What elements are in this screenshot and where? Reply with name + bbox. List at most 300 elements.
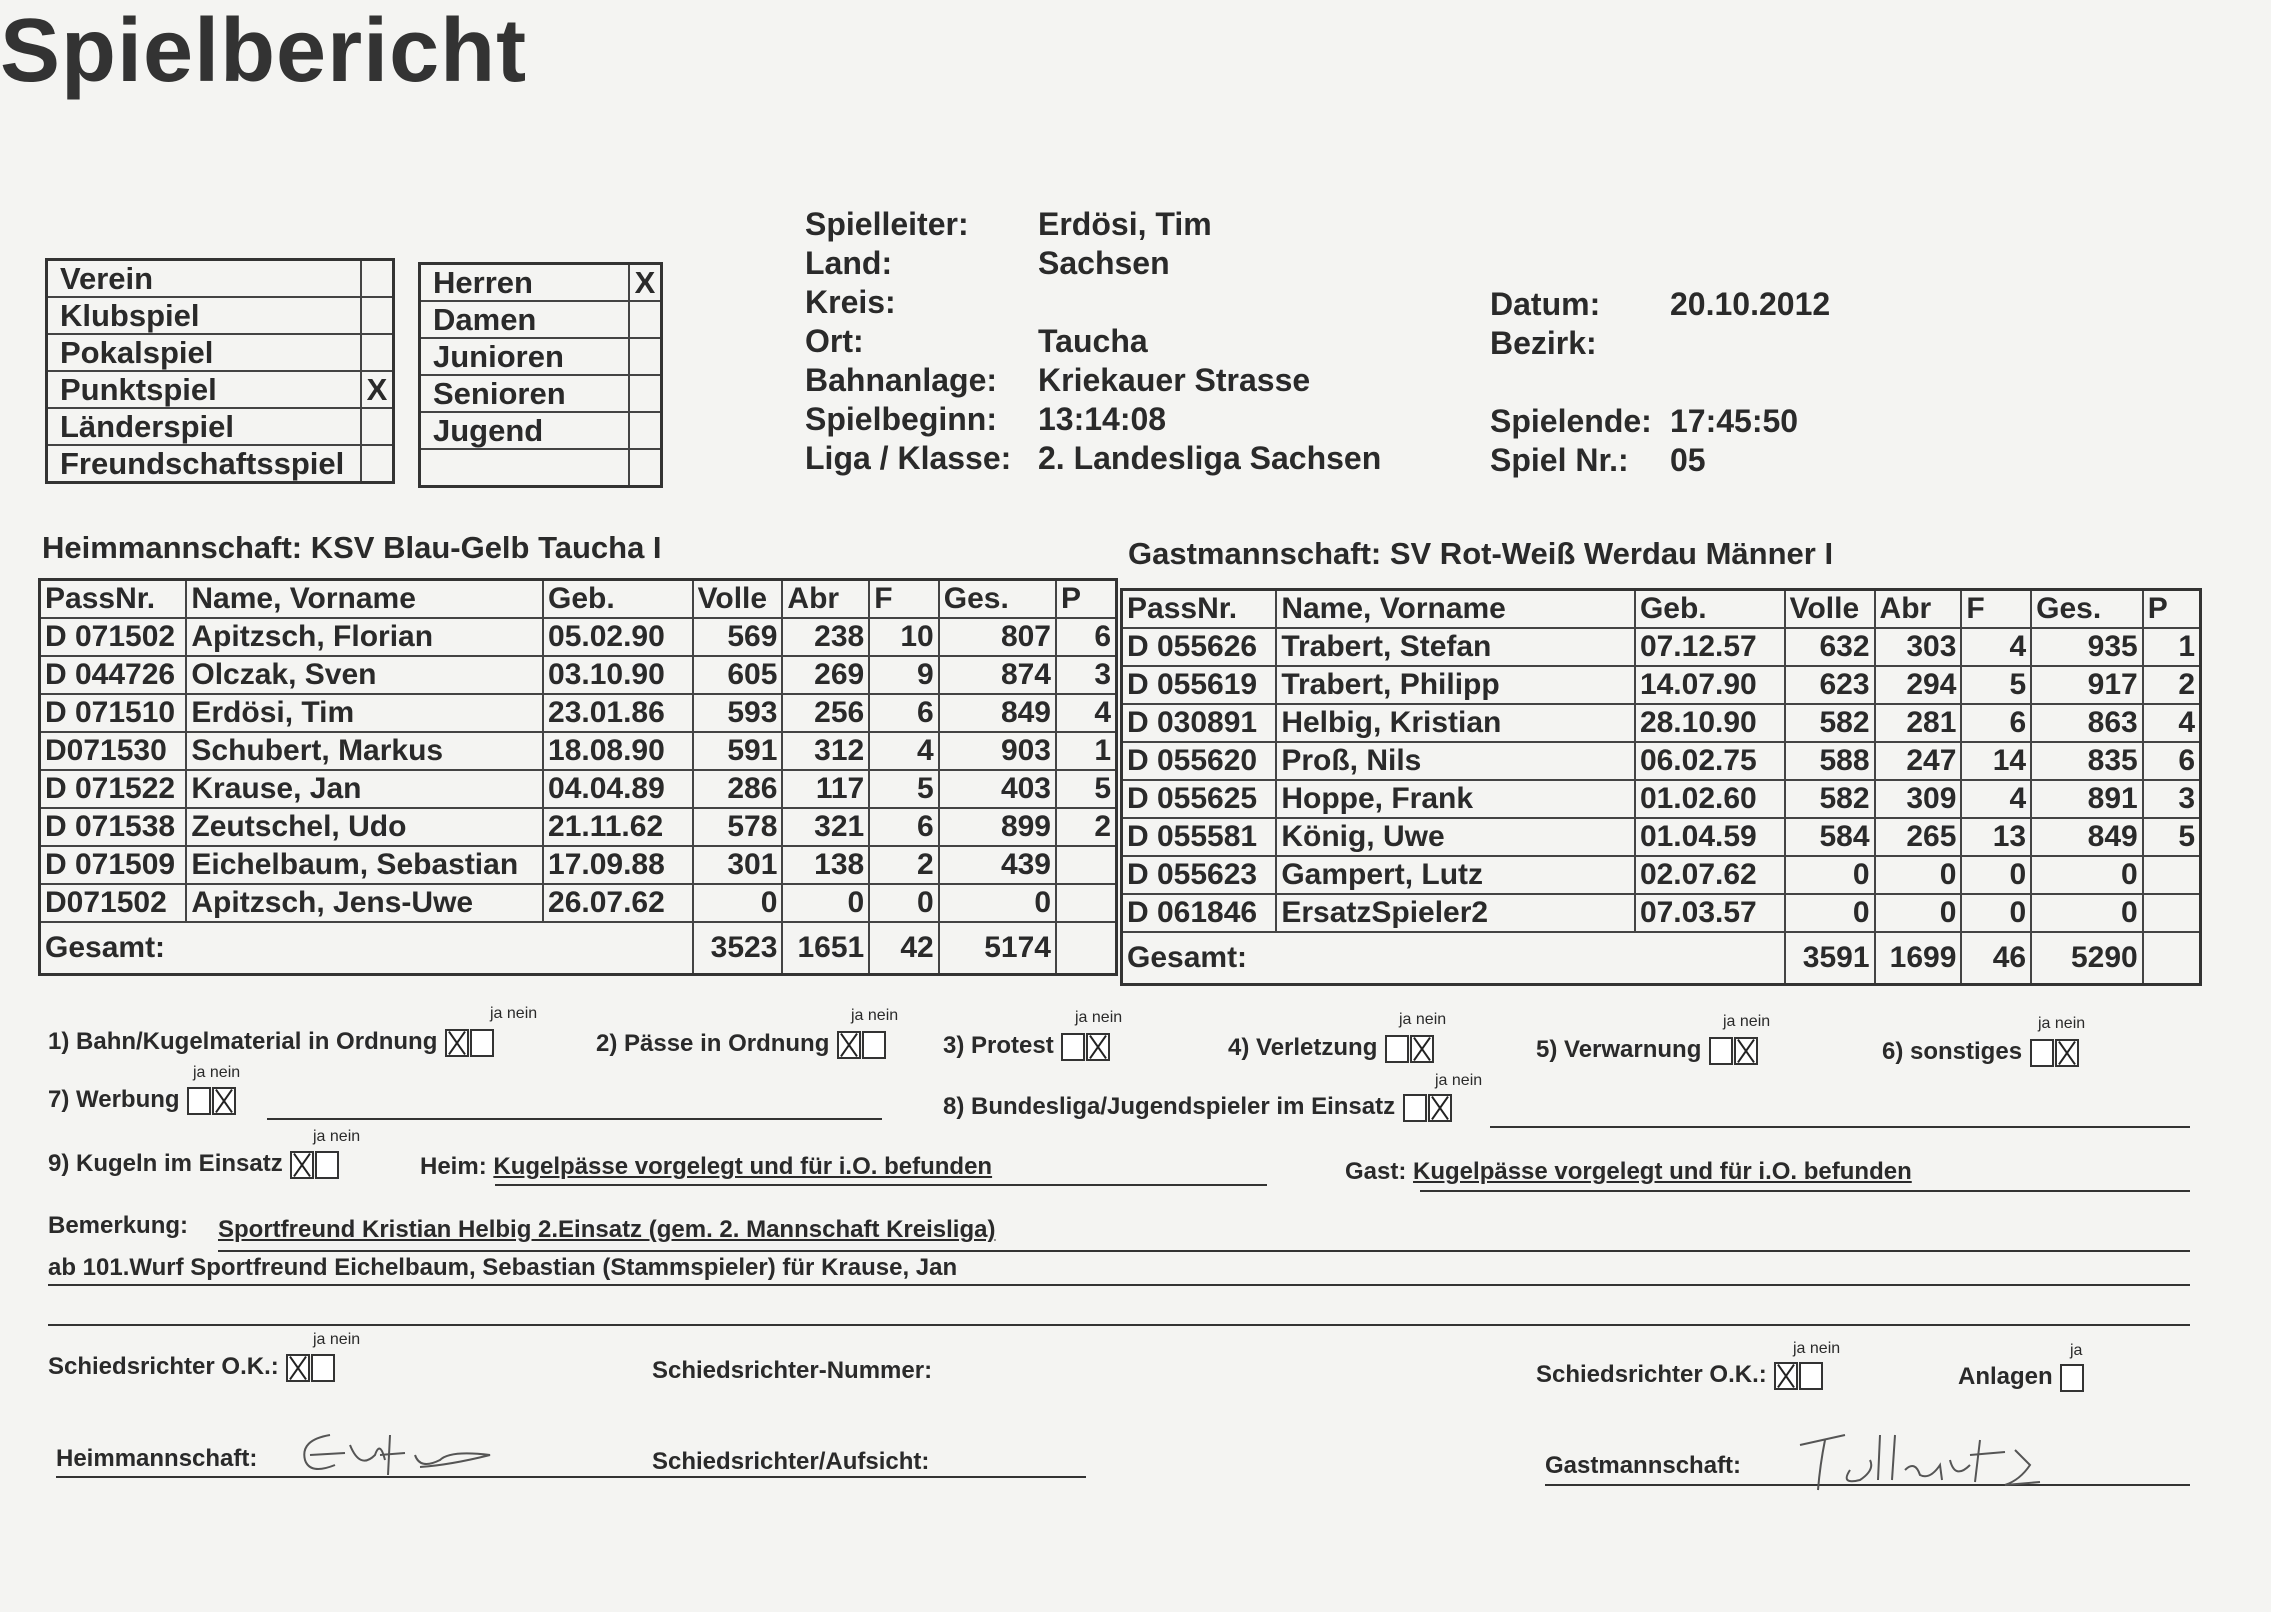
- table-cell: 403: [939, 770, 1056, 808]
- ja-nein-6: ja nein: [2038, 1015, 2086, 1032]
- table-cell: Eichelbaum, Sebastian: [186, 846, 543, 884]
- table-cell: 593: [693, 694, 783, 732]
- heim-sign-label: Heimmannschaft:: [56, 1445, 258, 1472]
- sr-ok-guest-label: Schiedsrichter O.K.:: [1536, 1361, 1767, 1388]
- ja-nein-8: ja nein: [1435, 1072, 1483, 1089]
- table-cell: 0: [939, 884, 1056, 922]
- table-cell: 1: [2143, 628, 2201, 666]
- column-header: Volle: [693, 580, 783, 619]
- table-cell: Schubert, Markus: [186, 732, 543, 770]
- werbung-line: [267, 1118, 882, 1120]
- table-cell: 28.10.90: [1635, 704, 1785, 742]
- table-cell: D 055581: [1122, 818, 1277, 856]
- bezirk-label: Bezirk:: [1490, 325, 1597, 361]
- table-cell: Apitzsch, Florian: [186, 618, 543, 656]
- table-cell: 4: [1961, 628, 2031, 666]
- table-cell: 05.02.90: [543, 618, 693, 656]
- spiel-nr-label: Spiel Nr.:: [1490, 442, 1629, 478]
- check-9-nein-box[interactable]: [315, 1151, 339, 1179]
- heim-kugel-line: [495, 1184, 1267, 1186]
- column-header: F: [869, 580, 939, 619]
- table-cell: D 071509: [40, 846, 187, 884]
- table-cell: 0: [1961, 894, 2031, 932]
- type-left-mark[interactable]: [361, 408, 394, 445]
- column-header: Geb.: [1635, 590, 1785, 629]
- check-7-ja-box[interactable]: [187, 1087, 211, 1115]
- table-cell: 301: [693, 846, 783, 884]
- table-cell: ErsatzSpieler2: [1276, 894, 1635, 932]
- total-cell: 5174: [939, 922, 1056, 975]
- table-cell: 4: [1961, 780, 2031, 818]
- check-2: [596, 1030, 886, 1059]
- check-4-ja-box[interactable]: [1385, 1035, 1409, 1063]
- table-cell: 0: [2031, 894, 2143, 932]
- ja-nein-9: ja nein: [313, 1128, 361, 1145]
- type-right-row: [420, 449, 662, 487]
- type-right-label: Junioren: [420, 338, 630, 375]
- sr-ok-home-nein-box[interactable]: [311, 1354, 335, 1382]
- check-6-label: 6) sonstiges: [1882, 1038, 2023, 1065]
- table-cell: 3: [1056, 656, 1117, 694]
- table-cell: Helbig, Kristian: [1276, 704, 1635, 742]
- table-cell: 891: [2031, 780, 2143, 818]
- table-cell: 584: [1785, 818, 1875, 856]
- table-cell: 6: [869, 808, 939, 846]
- type-right-label: [420, 449, 630, 487]
- total-label: Gesamt:: [1122, 932, 1785, 985]
- table-row: [40, 656, 1117, 694]
- table-cell: 265: [1875, 818, 1962, 856]
- column-header: PassNr.: [40, 580, 187, 619]
- table-cell: 2: [2143, 666, 2201, 704]
- table-cell: 0: [693, 884, 783, 922]
- type-right-label: Damen: [420, 301, 630, 338]
- spiel-nr-value: 05: [1670, 442, 1706, 478]
- datum-value: 20.10.2012: [1670, 286, 1831, 322]
- table-cell: 256: [782, 694, 869, 732]
- column-header: Abr: [782, 580, 869, 619]
- table-cell: 0: [1961, 856, 2031, 894]
- bemerkung-rule-1: [218, 1250, 2190, 1252]
- table-cell: D 044726: [40, 656, 187, 694]
- total-row: [40, 922, 1117, 975]
- ort-value: Taucha: [1038, 323, 1148, 359]
- sr-ok-home-label: Schiedsrichter O.K.:: [48, 1353, 279, 1380]
- table-cell: König, Uwe: [1276, 818, 1635, 856]
- column-header: Ges.: [2031, 590, 2143, 629]
- type-right-mark[interactable]: [629, 449, 662, 487]
- check-8-ja-box[interactable]: [1403, 1094, 1427, 1122]
- table-cell: D 071522: [40, 770, 187, 808]
- table-cell: 2: [869, 846, 939, 884]
- type-right-mark[interactable]: [629, 412, 662, 449]
- category-box: [418, 262, 663, 488]
- table-cell: 303: [1875, 628, 1962, 666]
- spielleiter-label: Spielleiter:: [805, 206, 969, 242]
- table-cell: 439: [939, 846, 1056, 884]
- table-cell: 0: [782, 884, 869, 922]
- guest-team-label: Gastmannschaft: SV Rot-Weiß Werdau Männer I: [1128, 536, 1834, 571]
- type-left-mark[interactable]: X: [361, 371, 394, 408]
- column-header: Name, Vorname: [186, 580, 543, 619]
- table-row: [1122, 666, 2201, 704]
- column-header: P: [1056, 580, 1117, 619]
- table-cell: 0: [869, 884, 939, 922]
- table-cell: 03.10.90: [543, 656, 693, 694]
- table-row: [40, 732, 1117, 770]
- type-left-mark[interactable]: [361, 260, 394, 298]
- table-cell: 605: [693, 656, 783, 694]
- table-cell: 01.02.60: [1635, 780, 1785, 818]
- table-cell: 6: [1056, 618, 1117, 656]
- table-cell: D 071510: [40, 694, 187, 732]
- table-row: [40, 808, 1117, 846]
- ja-nein-2: ja nein: [851, 1007, 899, 1024]
- type-right-mark[interactable]: [629, 338, 662, 375]
- table-cell: 138: [782, 846, 869, 884]
- table-row: [40, 694, 1117, 732]
- table-cell: D071530: [40, 732, 187, 770]
- check-8-nein-box[interactable]: [1428, 1094, 1452, 1122]
- table-cell: Hoppe, Frank: [1276, 780, 1635, 818]
- ja-nein-1: ja nein: [490, 1005, 538, 1022]
- table-row: [40, 846, 1117, 884]
- check-1-label: 1) Bahn/Kugelmaterial in Ordnung: [48, 1028, 438, 1055]
- ja-anlagen: ja: [2070, 1342, 2083, 1359]
- table-cell: 04.04.89: [543, 770, 693, 808]
- type-right-label: Senioren: [420, 375, 630, 412]
- check-2-label: 2) Pässe in Ordnung: [596, 1030, 830, 1057]
- type-right-row: [420, 338, 662, 375]
- table-cell: 591: [693, 732, 783, 770]
- type-right-mark[interactable]: [629, 301, 662, 338]
- table-row: [1122, 856, 2201, 894]
- total-cell: 46: [1961, 932, 2031, 985]
- check-3-label: 3) Protest: [943, 1032, 1054, 1059]
- bemerkung-rule-3: [48, 1324, 2190, 1326]
- check-7-nein-box[interactable]: [212, 1087, 236, 1115]
- guest-signature: [1790, 1420, 2060, 1500]
- sr-ok-home-ja-box[interactable]: [286, 1354, 310, 1382]
- bemerkung-label: Bemerkung:: [48, 1212, 189, 1239]
- type-right-row: [420, 412, 662, 449]
- check-1-ja-box[interactable]: [445, 1029, 469, 1057]
- table-cell: 247: [1875, 742, 1962, 780]
- type-left-mark[interactable]: [361, 445, 394, 483]
- table-cell: 286: [693, 770, 783, 808]
- table-cell: 863: [2031, 704, 2143, 742]
- liga-value: 2. Landesliga Sachsen: [1038, 440, 1382, 476]
- table-cell: 18.08.90: [543, 732, 693, 770]
- check-5: [1536, 1036, 1758, 1065]
- check-7: [48, 1086, 236, 1115]
- table-cell: 23.01.86: [543, 694, 693, 732]
- total-cell: 5290: [2031, 932, 2143, 985]
- table-cell: 02.07.62: [1635, 856, 1785, 894]
- table-cell: Zeutschel, Udo: [186, 808, 543, 846]
- type-left-label: Punktspiel: [47, 371, 362, 408]
- check-7-label: 7) Werbung: [48, 1086, 180, 1113]
- table-cell: 6: [2143, 742, 2201, 780]
- spielbeginn-label: Spielbeginn:: [805, 401, 997, 437]
- check-2-nein-box[interactable]: [862, 1031, 886, 1059]
- table-cell: 874: [939, 656, 1056, 694]
- table-cell: 01.04.59: [1635, 818, 1785, 856]
- table-cell: 835: [2031, 742, 2143, 780]
- table-cell: 321: [782, 808, 869, 846]
- table-cell: D 055626: [1122, 628, 1277, 666]
- type-left-row: [47, 408, 394, 445]
- table-cell: 14.07.90: [1635, 666, 1785, 704]
- spielende-label: Spielende:: [1490, 403, 1652, 439]
- table-cell: 4: [1056, 694, 1117, 732]
- table-cell: D 071538: [40, 808, 187, 846]
- table-cell: 0: [1785, 856, 1875, 894]
- check-5-label: 5) Verwarnung: [1536, 1036, 1702, 1063]
- check-9-label: 9) Kugeln im Einsatz: [48, 1150, 283, 1177]
- gast-kugel-line: [1420, 1190, 2190, 1192]
- column-header: Name, Vorname: [1276, 590, 1635, 629]
- land-value: Sachsen: [1038, 245, 1170, 281]
- table-cell: 269: [782, 656, 869, 694]
- column-header: PassNr.: [1122, 590, 1277, 629]
- table-cell: Erdösi, Tim: [186, 694, 543, 732]
- column-header: F: [1961, 590, 2031, 629]
- spielleiter-value: Erdösi, Tim: [1038, 206, 1212, 242]
- sr-ok-guest-nein-box[interactable]: [1799, 1362, 1823, 1390]
- table-cell: 807: [939, 618, 1056, 656]
- table-cell: 899: [939, 808, 1056, 846]
- table-cell: 06.02.75: [1635, 742, 1785, 780]
- heim-kugel-label: Heim:: [420, 1153, 487, 1180]
- column-header: Volle: [1785, 590, 1875, 629]
- table-cell: 14: [1961, 742, 2031, 780]
- check-6: [1882, 1038, 2079, 1067]
- check-3-nein-box[interactable]: [1086, 1033, 1110, 1061]
- home-score-table: [38, 578, 1118, 976]
- table-cell: 0: [1875, 856, 1962, 894]
- check-4-label: 4) Verletzung: [1228, 1034, 1378, 1061]
- match-info-left: [805, 205, 1381, 478]
- table-cell: D 030891: [1122, 704, 1277, 742]
- type-right-mark[interactable]: [629, 375, 662, 412]
- column-header: Ges.: [939, 580, 1056, 619]
- type-left-row: [47, 334, 394, 371]
- check-5-nein-box[interactable]: [1734, 1037, 1758, 1065]
- table-cell: [2143, 894, 2201, 932]
- bemerkung-rule-2: [48, 1284, 2190, 1286]
- heim-kugel: [420, 1153, 992, 1181]
- gast-kugel-text: Kugelpässe vorgelegt und für i.O. befunden: [1413, 1158, 1912, 1185]
- ja-nein-10: ja nein: [313, 1331, 361, 1348]
- table-cell: D 071502: [40, 618, 187, 656]
- datum-label: Datum:: [1490, 286, 1601, 322]
- ja-nein-3: ja nein: [1075, 1009, 1123, 1026]
- bahnanlage-label: Bahnanlage:: [805, 362, 998, 398]
- type-left-label: Freundschaftsspiel: [47, 445, 362, 483]
- table-row: [40, 884, 1117, 922]
- table-row: [1122, 780, 2201, 818]
- table-cell: [2143, 856, 2201, 894]
- type-left-label: Klubspiel: [47, 297, 362, 334]
- spielende-value: 17:45:50: [1670, 403, 1799, 439]
- type-left-row: [47, 371, 394, 408]
- gast-kugel-label: Gast:: [1345, 1158, 1407, 1185]
- total-cell: 3523: [693, 922, 783, 975]
- ja-nein-5: ja nein: [1723, 1013, 1771, 1030]
- table-cell: Gampert, Lutz: [1276, 856, 1635, 894]
- column-header: P: [2143, 590, 2201, 629]
- total-cell: 1699: [1875, 932, 1962, 985]
- match-info-right: [1490, 285, 1830, 480]
- check-6-ja-box[interactable]: [2030, 1039, 2054, 1067]
- table-cell: 294: [1875, 666, 1962, 704]
- column-header: Abr: [1875, 590, 1962, 629]
- table-cell: 632: [1785, 628, 1875, 666]
- gast-sign-label: Gastmannschaft:: [1545, 1452, 1742, 1479]
- table-cell: [1056, 884, 1117, 922]
- total-label: Gesamt:: [40, 922, 693, 975]
- table-cell: 281: [1875, 704, 1962, 742]
- check-6-nein-box[interactable]: [2055, 1039, 2079, 1067]
- sr-ok-guest: [1536, 1361, 1823, 1390]
- type-right-mark[interactable]: X: [629, 264, 662, 302]
- home-signature: [290, 1415, 510, 1495]
- table-row: [1122, 894, 2201, 932]
- total-cell: 3591: [1785, 932, 1875, 985]
- home-team-label: Heimmannschaft: KSV Blau-Gelb Taucha I: [42, 530, 662, 565]
- check-3-ja-box[interactable]: [1061, 1033, 1085, 1061]
- sr-ok-guest-ja-box[interactable]: [1774, 1362, 1798, 1390]
- table-cell: 849: [2031, 818, 2143, 856]
- type-left-mark[interactable]: [361, 334, 394, 371]
- table-cell: 6: [1961, 704, 2031, 742]
- table-cell: 9: [869, 656, 939, 694]
- table-cell: 3: [2143, 780, 2201, 818]
- table-cell: 0: [1785, 894, 1875, 932]
- anlagen: [1958, 1363, 2084, 1392]
- table-cell: Trabert, Philipp: [1276, 666, 1635, 704]
- type-left-row: [47, 445, 394, 483]
- total-cell: [1056, 922, 1117, 975]
- table-cell: 17.09.88: [543, 846, 693, 884]
- table-cell: 5: [1056, 770, 1117, 808]
- check-2-ja-box[interactable]: [837, 1031, 861, 1059]
- table-cell: 935: [2031, 628, 2143, 666]
- table-row: [1122, 818, 2201, 856]
- table-cell: 13: [1961, 818, 2031, 856]
- table-cell: 26.07.62: [543, 884, 693, 922]
- table-cell: 588: [1785, 742, 1875, 780]
- heim-sign-line: [56, 1476, 1086, 1478]
- table-cell: 0: [2031, 856, 2143, 894]
- table-cell: 4: [869, 732, 939, 770]
- table-cell: 07.12.57: [1635, 628, 1785, 666]
- check-1: [48, 1028, 494, 1057]
- table-cell: 903: [939, 732, 1056, 770]
- table-cell: 312: [782, 732, 869, 770]
- type-left-row: [47, 297, 394, 334]
- total-cell: 42: [869, 922, 939, 975]
- sr-ok-home: [48, 1353, 335, 1382]
- table-cell: Trabert, Stefan: [1276, 628, 1635, 666]
- total-cell: [2143, 932, 2201, 985]
- table-row: [40, 770, 1117, 808]
- table-cell: D 055625: [1122, 780, 1277, 818]
- guest-score-table: [1120, 588, 2202, 986]
- table-cell: D 061846: [1122, 894, 1277, 932]
- table-cell: 6: [869, 694, 939, 732]
- table-cell: 582: [1785, 704, 1875, 742]
- type-right-row: [420, 301, 662, 338]
- type-left-mark[interactable]: [361, 297, 394, 334]
- check-1-nein-box[interactable]: [470, 1029, 494, 1057]
- check-4-nein-box[interactable]: [1410, 1035, 1434, 1063]
- table-cell: D 055620: [1122, 742, 1277, 780]
- bemerkung-line-1: Sportfreund Kristian Helbig 2.Einsatz (gem. 2. Mannschaft Kreisliga): [218, 1216, 996, 1243]
- gast-kugel: [1345, 1158, 1912, 1186]
- table-cell: Apitzsch, Jens-Uwe: [186, 884, 543, 922]
- check-4: [1228, 1034, 1434, 1063]
- table-cell: Olczak, Sven: [186, 656, 543, 694]
- heim-kugel-text: Kugelpässe vorgelegt und für i.O. befunden: [493, 1153, 993, 1180]
- table-cell: Proß, Nils: [1276, 742, 1635, 780]
- table-row: [1122, 628, 2201, 666]
- sr-nummer-label: Schiedsrichter-Nummer:: [652, 1357, 933, 1384]
- anlagen-label: Anlagen: [1958, 1363, 2053, 1390]
- table-cell: 309: [1875, 780, 1962, 818]
- table-cell: 117: [782, 770, 869, 808]
- table-cell: 582: [1785, 780, 1875, 818]
- check-5-ja-box[interactable]: [1709, 1037, 1733, 1065]
- table-cell: 569: [693, 618, 783, 656]
- table-row: [40, 618, 1117, 656]
- bahnanlage-value: Kriekauer Strasse: [1038, 362, 1311, 398]
- bemerkung-line-2: ab 101.Wurf Sportfreund Eichelbaum, Sebastian (Stammspieler) für Krause, Jan: [48, 1254, 958, 1281]
- table-cell: 5: [1961, 666, 2031, 704]
- table-cell: 578: [693, 808, 783, 846]
- table-cell: Krause, Jan: [186, 770, 543, 808]
- ja-nein-4: ja nein: [1399, 1011, 1447, 1028]
- table-cell: 07.03.57: [1635, 894, 1785, 932]
- type-right-row: [420, 264, 662, 302]
- table-cell: 21.11.62: [543, 808, 693, 846]
- table-cell: D 055619: [1122, 666, 1277, 704]
- table-cell: 10: [869, 618, 939, 656]
- table-row: [1122, 704, 2201, 742]
- check-9-ja-box[interactable]: [290, 1151, 314, 1179]
- total-row: [1122, 932, 2201, 985]
- type-left-label: Verein: [47, 260, 362, 298]
- table-cell: [1056, 846, 1117, 884]
- type-right-label: Herren: [420, 264, 630, 302]
- table-cell: 4: [2143, 704, 2201, 742]
- ja-nein-11: ja nein: [1793, 1340, 1841, 1357]
- table-cell: 917: [2031, 666, 2143, 704]
- type-left-row: [47, 260, 394, 298]
- check-8-label: 8) Bundesliga/Jugendspieler im Einsatz: [943, 1093, 1396, 1120]
- table-cell: 0: [1875, 894, 1962, 932]
- einsatz-line: [1490, 1126, 2190, 1128]
- table-cell: 2: [1056, 808, 1117, 846]
- anlagen-ja-box[interactable]: [2060, 1364, 2084, 1392]
- type-left-label: Länderspiel: [47, 408, 362, 445]
- column-header: Geb.: [543, 580, 693, 619]
- table-cell: 849: [939, 694, 1056, 732]
- table-cell: 1: [1056, 732, 1117, 770]
- table-cell: 238: [782, 618, 869, 656]
- kreis-label: Kreis:: [805, 284, 896, 320]
